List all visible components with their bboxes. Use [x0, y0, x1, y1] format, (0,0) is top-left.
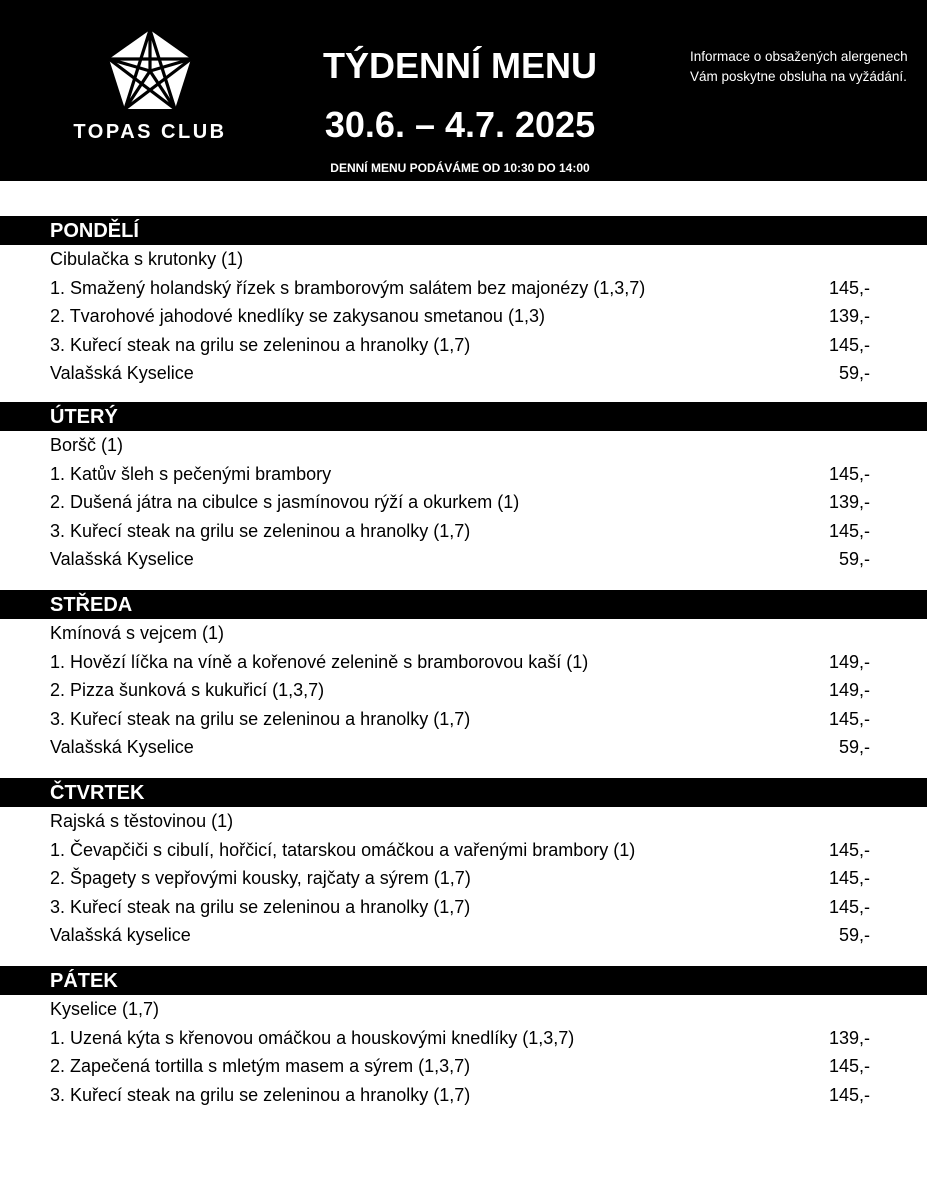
menu-item [0, 1052, 927, 1081]
menu-item-name: 3. Kuřecí steak na grilu se zeleninou a hranolky (1,7) [50, 520, 471, 541]
menu-item-name: 2. Dušená játra na cibulce s jasmínovou rýží a okurkem (1) [50, 492, 520, 512]
menu-item-name: Valašská Kyselice [50, 363, 194, 383]
menu-item [0, 488, 927, 517]
topas-club-logo [60, 28, 240, 153]
menu-item [0, 619, 927, 648]
menu-item-name: Kmínová s vejcem (1) [50, 623, 225, 643]
menu-item [0, 648, 927, 677]
menu-item [0, 733, 927, 762]
menu-item [0, 431, 927, 460]
menu-item-price: 149,- [828, 651, 870, 672]
menu-item-name: 3. Kuřecí steak na grilu se zeleninou a hranolky (1,7) [50, 1084, 471, 1105]
pentagon-star-logo-icon [107, 28, 193, 112]
menu-item-name: 1. Katův šleh s pečenými brambory [50, 463, 332, 484]
menu-header [0, 0, 927, 181]
day-heading: ČTVRTEK [0, 778, 927, 807]
menu-item-price: 145,- [828, 334, 870, 355]
menu-item [0, 921, 927, 950]
menu-item-price: 59,- [838, 737, 870, 757]
menu-dates: 30.6. – 4.7. 2025 [324, 104, 596, 145]
day-heading: ÚTERÝ [0, 402, 927, 431]
day-section-wednesday [0, 590, 927, 762]
logo-text: TOPAS CLUB [73, 121, 227, 143]
menu-item-name: 1. Čevapčiči s cibulí, hořčicí, tatarskou omáčkou a vařenými brambory (1) [50, 839, 636, 860]
menu-item-name: 1. Hovězí líčka na víně a kořenové zelenině s bramborovou kaší (1) [50, 651, 589, 672]
menu-item-name: 1. Smažený holandský řízek s bramborovým salátem bez majonézy (1,3,7) [50, 277, 646, 298]
menu-item [0, 545, 927, 574]
menu-item-price: 59,- [838, 363, 870, 383]
menu-item [0, 807, 927, 836]
menu-item-price: 145,- [828, 1084, 870, 1105]
menu-item-price: 145,- [828, 839, 870, 860]
menu-item-name: 3. Kuřecí steak na grilu se zeleninou a hranolky (1,7) [50, 708, 471, 729]
menu-item-price: 145,- [828, 1056, 870, 1076]
menu-item [0, 1024, 927, 1053]
menu-item [0, 864, 927, 893]
menu-item-price: 145,- [828, 708, 870, 729]
menu-item [0, 302, 927, 331]
menu-item-name: 3. Kuřecí steak na grilu se zeleninou a hranolky (1,7) [50, 896, 471, 917]
menu-item-name: 2. Zapečená tortilla s mletým masem a sýrem (1,3,7) [50, 1056, 471, 1076]
menu-item [0, 517, 927, 546]
menu-item-name: Valašská Kyselice [50, 549, 194, 569]
menu-item-price: 145,- [828, 896, 870, 917]
menu-item-price: 139,- [828, 306, 870, 326]
menu-item-price: 139,- [828, 1027, 870, 1048]
menu-item [0, 1081, 927, 1110]
menu-item [0, 359, 927, 388]
menu-item [0, 460, 927, 489]
menu-item-price: 149,- [828, 680, 870, 700]
menu-item [0, 995, 927, 1024]
day-heading: PONDĚLÍ [0, 216, 927, 245]
allergen-note: Informace o obsažených alergenech Vám poskytne obsluha na vyžádání. [690, 49, 908, 84]
menu-item-name: Valašská Kyselice [50, 737, 194, 757]
menu-item-price: 145,- [828, 520, 870, 541]
menu-item-price: 145,- [828, 463, 870, 484]
day-section-friday [0, 966, 927, 1109]
day-section-tuesday [0, 402, 927, 574]
menu-item-name: 1. Uzená kýta s křenovou omáčkou a houskovými knedlíky (1,3,7) [50, 1027, 575, 1048]
menu-item [0, 331, 927, 360]
page-title: TÝDENNÍ MENU [322, 45, 597, 86]
menu-item [0, 705, 927, 734]
menu-item [0, 893, 927, 922]
menu-item-name: Cibulačka s krutonky (1) [50, 249, 244, 269]
menu-item [0, 274, 927, 303]
menu-item-price: 145,- [828, 277, 870, 298]
menu-item-price: 145,- [828, 868, 870, 888]
day-section-thursday [0, 778, 927, 950]
menu-item-name: 2. Tvarohové jahodové knedlíky se zakysanou smetanou (1,3) [50, 306, 545, 326]
menu-item [0, 676, 927, 705]
menu-item-name: Rajská s těstovinou (1) [50, 811, 234, 831]
menu-item-price: 59,- [838, 549, 870, 569]
day-section-monday [0, 216, 927, 388]
menu-item-name: Kyselice (1,7) [50, 999, 160, 1019]
menu-item-name: Boršč (1) [50, 435, 124, 455]
menu-item-name: 2. Špagety s vepřovými kousky, rajčaty a sýrem (1,7) [50, 868, 471, 888]
menu-item [0, 245, 927, 274]
day-heading: PÁTEK [0, 966, 927, 995]
menu-item-name: Valašská kyselice [50, 925, 191, 945]
menu-item-price: 59,- [838, 925, 870, 945]
menu-item-name: 2. Pizza šunková s kukuřicí (1,3,7) [50, 680, 325, 700]
menu-item-price: 139,- [828, 492, 870, 512]
serving-hours: DENNÍ MENU PODÁVÁME OD 10:30 DO 14:00 [330, 161, 590, 175]
menu-item [0, 836, 927, 865]
day-heading: STŘEDA [0, 590, 927, 619]
menu-item-name: 3. Kuřecí steak na grilu se zeleninou a hranolky (1,7) [50, 334, 471, 355]
